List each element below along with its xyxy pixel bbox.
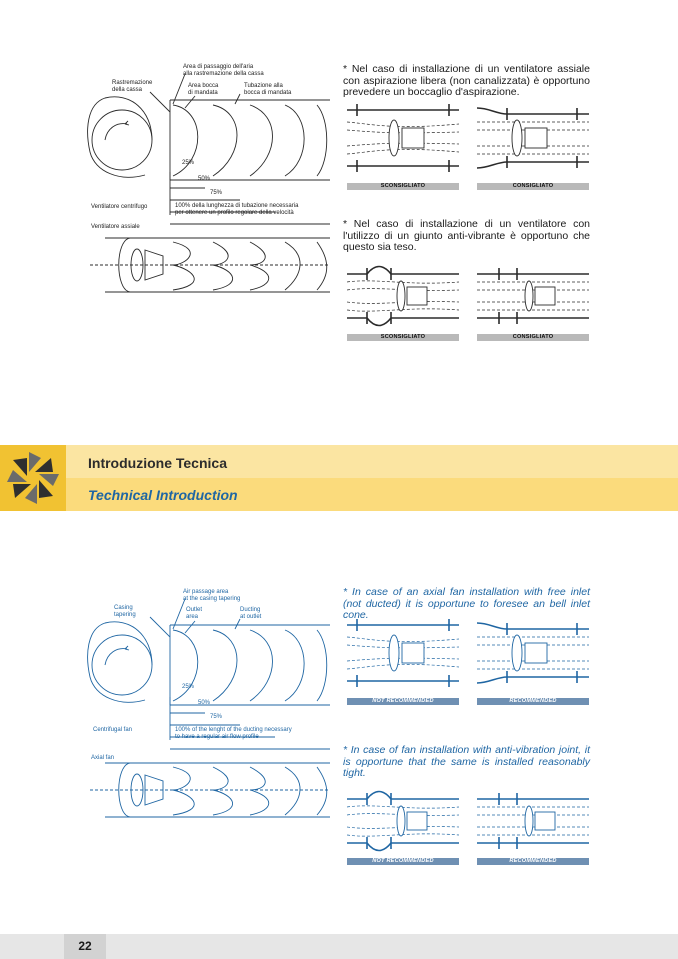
- sketch-joint-sconsigliato-it: [347, 262, 459, 330]
- airflow-diagram-it: [85, 60, 335, 310]
- label-lenght: 100% of the lenght of the ducting necessary to have a regular air flow profile: [175, 727, 292, 740]
- bar-sconsigliato-1: SCONSIGLIATO: [347, 183, 459, 190]
- label-outlet-area: Outlet area: [186, 607, 203, 620]
- sketch-inlet-recommended-en: [477, 615, 589, 695]
- banner-logo-block: [0, 445, 66, 511]
- bar-consigliato-2: CONSIGLIATO: [477, 334, 589, 341]
- label-25: 25%: [182, 160, 195, 166]
- label-centrifugal-fan: Centrifugal fan: [93, 727, 133, 733]
- bar-sconsigliato-2: SCONSIGLIATO: [347, 334, 459, 341]
- sketch-inlet-not-recommended-en: [347, 615, 459, 695]
- bar-consigliato-1: CONSIGLIATO: [477, 183, 589, 190]
- label-25-en: 25%: [182, 684, 195, 690]
- airflow-diagram-en: [85, 585, 335, 835]
- section-title-en: Technical Introduction: [88, 487, 238, 503]
- label-50-en: 50%: [198, 700, 211, 706]
- sketch-joint-consigliato-it: [477, 262, 589, 330]
- bar-recommended-2: RECOMMENDED: [477, 858, 589, 865]
- label-ventilatore-assiale: Ventilatore assiale: [91, 224, 140, 230]
- bar-not-recommended-1: NOT RECOMMENDED: [347, 698, 459, 705]
- sketch-inlet-consigliato-it: [477, 100, 589, 180]
- label-50: 50%: [198, 176, 211, 182]
- label-area-bocca: Area bocca di mandata: [188, 83, 219, 96]
- sketch-joint-recommended-en: [477, 787, 589, 855]
- label-75: 75%: [210, 190, 223, 196]
- label-air-passage: Air passage area at the casing tapering: [183, 589, 241, 602]
- sketch-joint-not-recommended-en: [347, 787, 459, 855]
- note-antivibration-en: * In case of fan installation with anti-vibration joint, it is opportune that the same is installed reasonably tight.: [343, 744, 590, 779]
- label-ducting-outlet: Ducting at outlet: [240, 607, 262, 620]
- label-tubazione: Tubazione alla bocca di mandata: [244, 83, 292, 96]
- note-axial-inlet-en: * In case of an axial fan installation with free inlet (not ducted) it is opportune to foresee an bell inlet cone.: [343, 586, 590, 621]
- label-rastremazione: Rastremazione della cassa: [112, 80, 153, 93]
- page-number: 22: [64, 934, 106, 959]
- note-antivibration-it: * Nel caso di installazione di un ventilatore con l'utilizzo di un giunto anti-vibrante è opportuno che questo sia teso.: [343, 218, 590, 253]
- label-lunghezza: 100% della lunghezza di tubazione necessaria per ottenere un profilo regolare della velocità: [175, 203, 299, 216]
- label-ventilatore-centrifugo: Ventilatore centrifugo: [91, 204, 148, 210]
- sketch-inlet-sconsigliato-it: [347, 100, 459, 180]
- label-casing-tapering: Casing tapering: [114, 605, 136, 618]
- label-area-passaggio: Area di passaggio dell'aria alla rastremazione della cassa: [183, 64, 264, 77]
- fan-blades-logo-icon: [0, 445, 66, 511]
- label-axial-fan: Axial fan: [91, 755, 115, 761]
- label-75-en: 75%: [210, 714, 223, 720]
- bar-recommended-1: RECOMMENDED: [477, 698, 589, 705]
- section-title-it: Introduzione Tecnica: [88, 455, 227, 471]
- note-axial-inlet-it: * Nel caso di installazione di un ventilatore assiale con aspirazione libera (non canalizzata) è opportuno prevedere un boccaglio d'aspirazione.: [343, 63, 590, 98]
- bar-not-recommended-2: NOT RECOMMENDED: [347, 858, 459, 865]
